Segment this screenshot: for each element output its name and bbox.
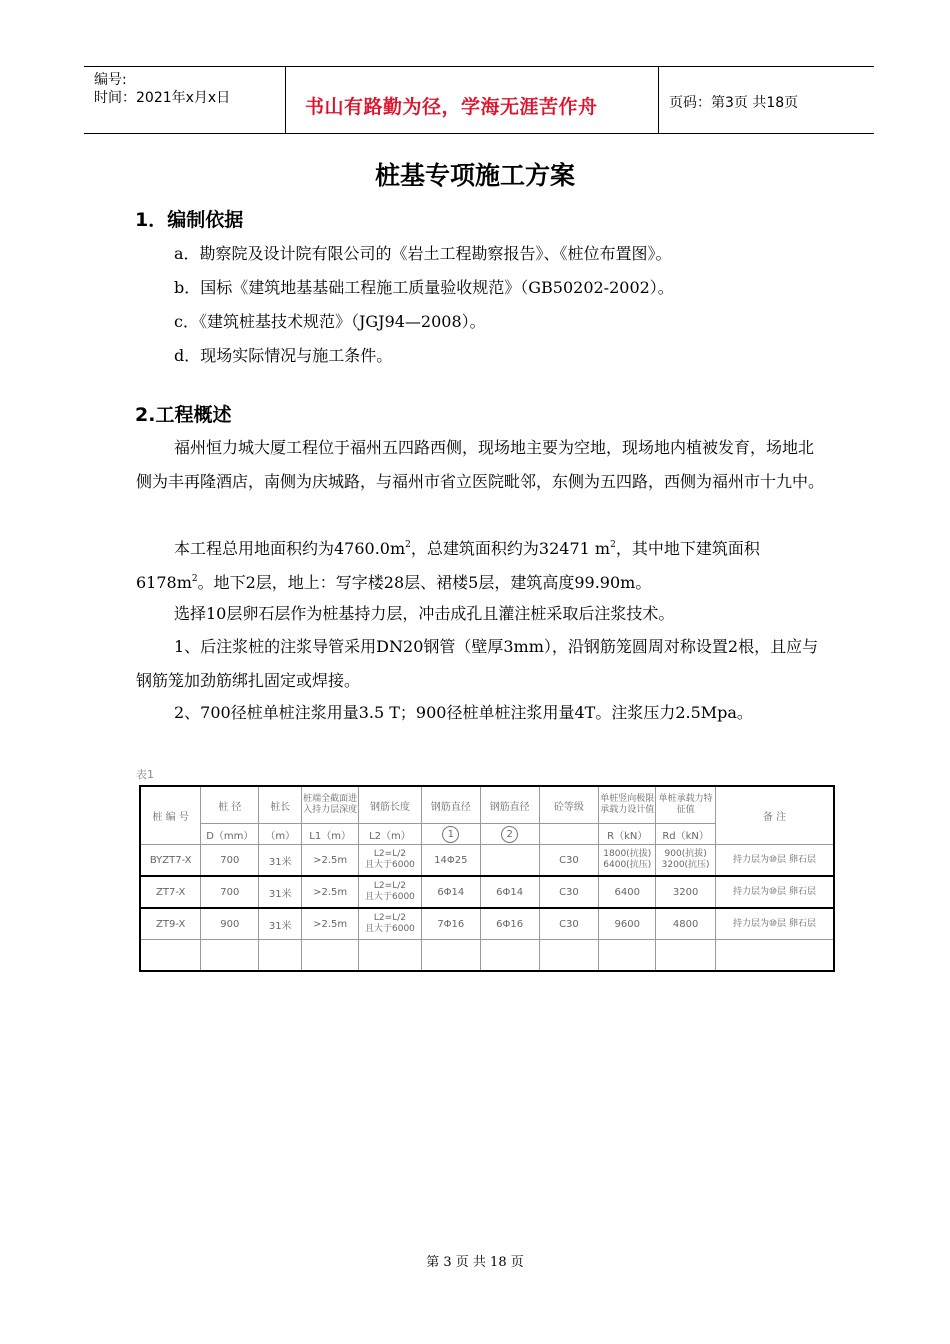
th-ultimate: 单桩竖向极限承载力设计值 <box>599 786 656 824</box>
section2-para3: 选择10层卵石层作为桩基持力层，冲击成孔且灌注桩采取后注浆技术。 <box>174 604 675 623</box>
th2-circle-2: 2 <box>480 824 539 845</box>
section1-item-a: a．勘察院及设计院有限公司的《岩土工程勘察报告》、《桩位布置图》。 <box>174 244 672 263</box>
table-caption: 表1 <box>136 768 154 781</box>
section2-para4: 1、后注浆桩的注浆导管采用DN20钢管（壁厚3mm），沿钢筋笼圆周对称设置2根，且应与钢筋笼加劲筋绑扎固定或焊接。 <box>136 637 819 690</box>
page-info: 页码：第3页 共18页 <box>669 95 799 111</box>
th-rebar-dia-2: 钢筋直径 <box>480 786 539 824</box>
section1-item-b: b．国标《建筑地基基础工程施工质量验收规范》（GB50202-2002）。 <box>174 278 674 297</box>
header-meta-cell <box>84 67 286 133</box>
th2-blank <box>539 824 599 845</box>
th-rebar-dia-1: 钢筋直径 <box>421 786 480 824</box>
section2-para2: 本工程总用地面积约为$4760.0m^2$，总建筑面积约为32471 $m^2$，其中地下建筑面积$6178m^2$。地下2层，地上：写字楼28层、裙楼5层，建筑高度99.90m。 <box>136 539 760 592</box>
time-label: 时间：2021年x月x日 <box>94 90 231 106</box>
section2-heading: 2.工程概述 <box>135 404 232 426</box>
th2-l2: L2（m） <box>359 824 422 845</box>
th2-m: （m） <box>259 824 302 845</box>
table-header-row <box>140 786 834 824</box>
section2-para1: 福州恒力城大厦工程位于福州五四路西侧，现场地主要为空地，现场地内植被发育，场地北侧为丰再隆酒店，南侧为庆城路，与福州市省立医院毗邻，东侧为五四路，西侧为福州市十九中。 <box>136 438 825 491</box>
th-id: 桩 编 号 <box>140 786 201 845</box>
table-row: ZT7-X 700 31米 >2.5m L2=L/2 且大于6000 6Φ14 6Φ14 C30 6400 3200 持力层为⑩层 卵石层 <box>140 876 834 908</box>
section1-item-c: c．《建筑桩基技术规范》（JGJ94—2008）。 <box>174 312 486 331</box>
th-length: 桩长 <box>259 786 302 824</box>
th2-rd: Rd（kN） <box>656 824 716 845</box>
th-rebar-length: 钢筋长度 <box>359 786 422 824</box>
th2-r: R（kN） <box>599 824 656 845</box>
th-note: 备 注 <box>716 786 834 845</box>
section1-item-d: d．现场实际情况与施工条件。 <box>174 346 393 365</box>
header-motto-cell <box>285 67 659 133</box>
th2-circle-1: 1 <box>421 824 480 845</box>
page-header <box>84 66 874 134</box>
section1-heading: 1．编制依据 <box>135 209 244 231</box>
serial-label: 编号: <box>94 72 127 88</box>
table-row: BYZT7-X 700 31米 >2.5m L2=L/2 且大于6000 14Φ25 C30 1800(抗拔) 6400(抗压) 900(抗拔) 3200(抗压) 持力层为⑩层 卵石层 <box>140 845 834 877</box>
th-characteristic: 单桩承载力特征值 <box>656 786 716 824</box>
header-page-cell <box>659 67 874 133</box>
page-footer: 第 3 页 共 18 页 <box>426 1255 524 1270</box>
th-depth: 桩端全截面进入持力层深度 <box>302 786 359 824</box>
th2-l1: L1（m） <box>302 824 359 845</box>
pile-table <box>139 785 835 972</box>
th-diameter: 桩 径 <box>201 786 259 824</box>
th2-d: D（mm） <box>201 824 259 845</box>
table-row: ZT9-X 900 31米 >2.5m L2=L/2 且大于6000 7Φ16 6Φ16 C30 9600 4800 持力层为⑩层 卵石层 <box>140 908 834 940</box>
section2-para5: 2、700径桩单桩注浆用量3.5 T；900径桩单桩注浆用量4T。注浆压力2.5Mpa。 <box>174 703 753 722</box>
th-grade: 砼等级 <box>539 786 599 824</box>
table-empty-row <box>140 940 834 972</box>
motto-text: 书山有路勤为径，学海无涯苦作舟 <box>305 96 598 118</box>
document-title: 桩基专项施工方案 <box>374 161 575 190</box>
